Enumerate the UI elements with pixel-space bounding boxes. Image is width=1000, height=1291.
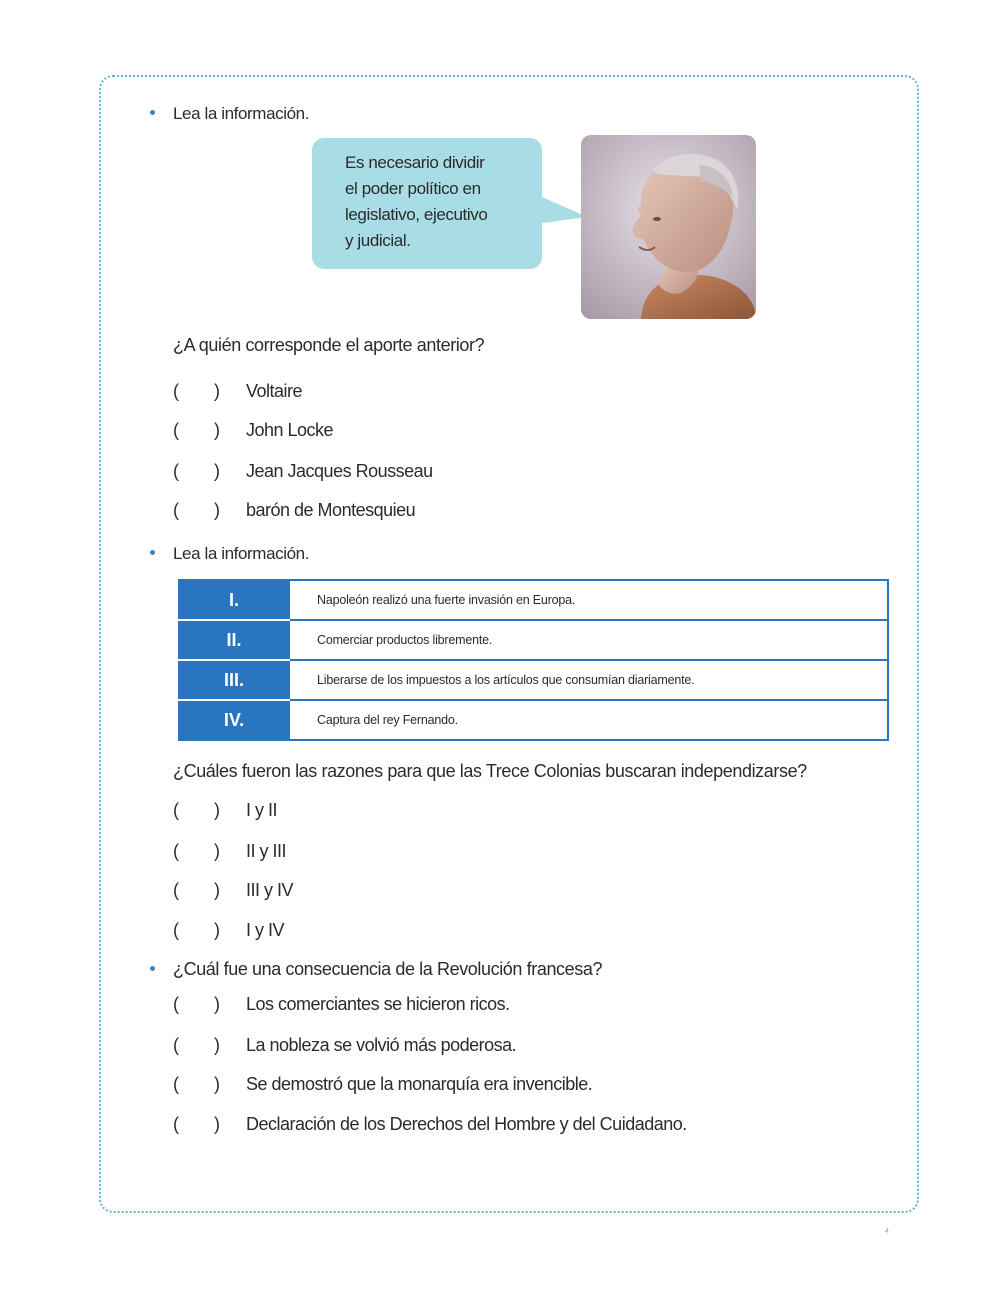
option-open-paren: ( xyxy=(173,461,179,481)
option-close-paren: ) xyxy=(214,461,220,481)
option-open-paren: ( xyxy=(173,1035,179,1055)
page-number: 4 xyxy=(885,1228,889,1235)
option-close-paren: ) xyxy=(214,800,220,820)
option-close-paren: ) xyxy=(214,420,220,440)
row-text: Comerciar productos libremente. xyxy=(289,620,888,660)
option-open-paren: ( xyxy=(173,1114,179,1134)
section3-question: ¿Cuál fue una consecuencia de la Revolución francesa? xyxy=(173,959,603,979)
option-label: Se demostró que la monarquía era invencible. xyxy=(246,1074,593,1094)
option-open-paren: ( xyxy=(173,880,179,900)
option-label: barón de Montesquieu xyxy=(246,500,416,520)
option-close-paren: ) xyxy=(214,920,220,940)
option-close-paren: ) xyxy=(214,1114,220,1134)
bubble-line: legislativo, ejecutivo xyxy=(345,205,488,224)
option-label: John Locke xyxy=(246,420,334,440)
option-close-paren: ) xyxy=(214,1074,220,1094)
info-table xyxy=(178,579,889,741)
bubble-line: Es necesario dividir xyxy=(345,153,485,172)
bullet-icon xyxy=(150,110,155,115)
option-open-paren: ( xyxy=(173,381,179,401)
option-close-paren: ) xyxy=(214,880,220,900)
option-label: Los comerciantes se hicieron ricos. xyxy=(246,994,510,1014)
option-open-paren: ( xyxy=(173,420,179,440)
table-row xyxy=(179,700,888,740)
section2-question: ¿Cuáles fueron las razones para que las Trece Colonias buscaran independizarse? xyxy=(173,761,807,781)
row-text: Captura del rey Fernando. xyxy=(289,700,888,740)
montesquieu-portrait xyxy=(581,135,756,319)
option-open-paren: ( xyxy=(173,994,179,1014)
option-close-paren: ) xyxy=(214,841,220,861)
option-open-paren: ( xyxy=(173,1074,179,1094)
option-open-paren: ( xyxy=(173,800,179,820)
bubble-line: y judicial. xyxy=(345,231,411,250)
option-label: La nobleza se volvió más poderosa. xyxy=(246,1035,517,1055)
row-text: Napoleón realizó una fuerte invasión en Europa. xyxy=(289,580,888,620)
option-open-paren: ( xyxy=(173,920,179,940)
option-label: III y IV xyxy=(246,880,294,900)
option-open-paren: ( xyxy=(173,500,179,520)
table-row xyxy=(179,620,888,660)
option-label: I y IV xyxy=(246,920,285,940)
bubble-line: el poder político en xyxy=(345,179,481,198)
row-text: Liberarse de los impuestos a los artículos que consumían diariamente. xyxy=(289,660,888,700)
section1-prompt: Lea la información. xyxy=(173,104,310,123)
section1-question: ¿A quién corresponde el aporte anterior? xyxy=(173,335,485,355)
row-number: IV. xyxy=(179,700,289,740)
row-number: I. xyxy=(179,580,289,620)
table-row xyxy=(179,580,888,620)
row-number: II. xyxy=(179,620,289,660)
option-close-paren: ) xyxy=(214,994,220,1014)
option-close-paren: ) xyxy=(214,381,220,401)
option-label: Declaración de los Derechos del Hombre y del Cuidadano. xyxy=(246,1114,687,1134)
option-label: I y II xyxy=(246,800,278,820)
bullet-icon xyxy=(150,966,155,971)
option-label: II y III xyxy=(246,841,287,861)
option-close-paren: ) xyxy=(214,500,220,520)
section2-prompt-line xyxy=(150,544,309,564)
option-close-paren: ) xyxy=(214,1035,220,1055)
option-open-paren: ( xyxy=(173,841,179,861)
row-number: III. xyxy=(179,660,289,700)
option-label: Jean Jacques Rousseau xyxy=(246,461,433,481)
table-row xyxy=(179,660,888,700)
speech-bubble xyxy=(312,138,542,269)
section2-prompt: Lea la información. xyxy=(173,544,310,563)
section1-prompt-line xyxy=(150,104,309,124)
section3-question-line xyxy=(150,959,602,980)
bullet-icon xyxy=(150,550,155,555)
option-label: Voltaire xyxy=(246,381,303,401)
